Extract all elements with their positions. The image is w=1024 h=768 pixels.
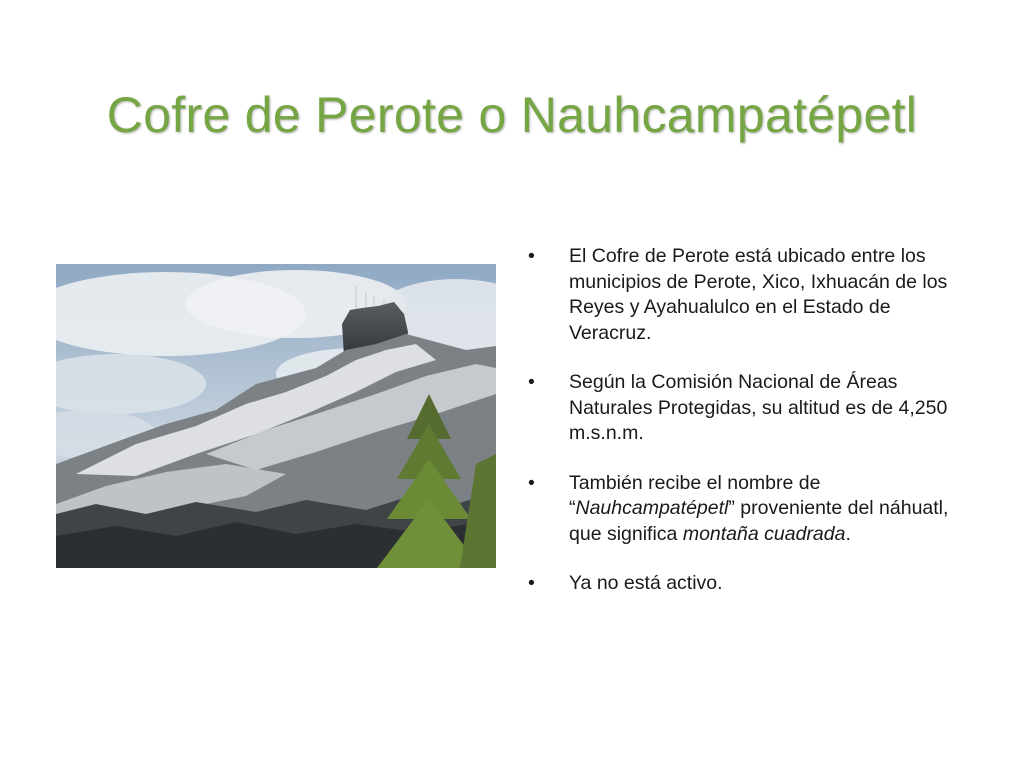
slide-title: Cofre de Perote o Nauhcampatépetl [106,87,918,143]
bullet-item-altitude [528,370,978,447]
bullet-list [528,244,978,621]
bullet-marker: • [528,471,535,494]
bullet-item-name-origin [528,471,978,548]
bullet-item-activity [528,571,978,597]
bullet-text-pre: También recibe el nombre de “ [569,471,821,519]
bullet-text-post: . [845,522,851,545]
bullet-text-italic-meaning: montaña cuadrada [682,522,846,545]
bullet-text-italic-name: Nauhcampatépetl [575,497,729,519]
mountain-photo [56,264,496,568]
bullet-marker: • [528,245,535,267]
bullet-marker: • [528,572,535,594]
bullet-text: El Cofre de Perote está ubicado entre los municipios de Perote, Xico, Ixhuacán de los Reyes y Ayahualulco en el Estado de Veracruz. [569,245,948,344]
bullet-text-mid: ” proveniente del náhuatl, que significa [569,497,949,545]
bullet-text: Según la Comisión Nacional de Áreas Naturales Protegidas, su altitud es de 4,250 m.s.n.m. [569,371,948,444]
bullet-item-location [528,244,978,346]
bullet-text: Ya no está activo. [569,572,723,594]
bullet-marker: • [528,371,535,393]
